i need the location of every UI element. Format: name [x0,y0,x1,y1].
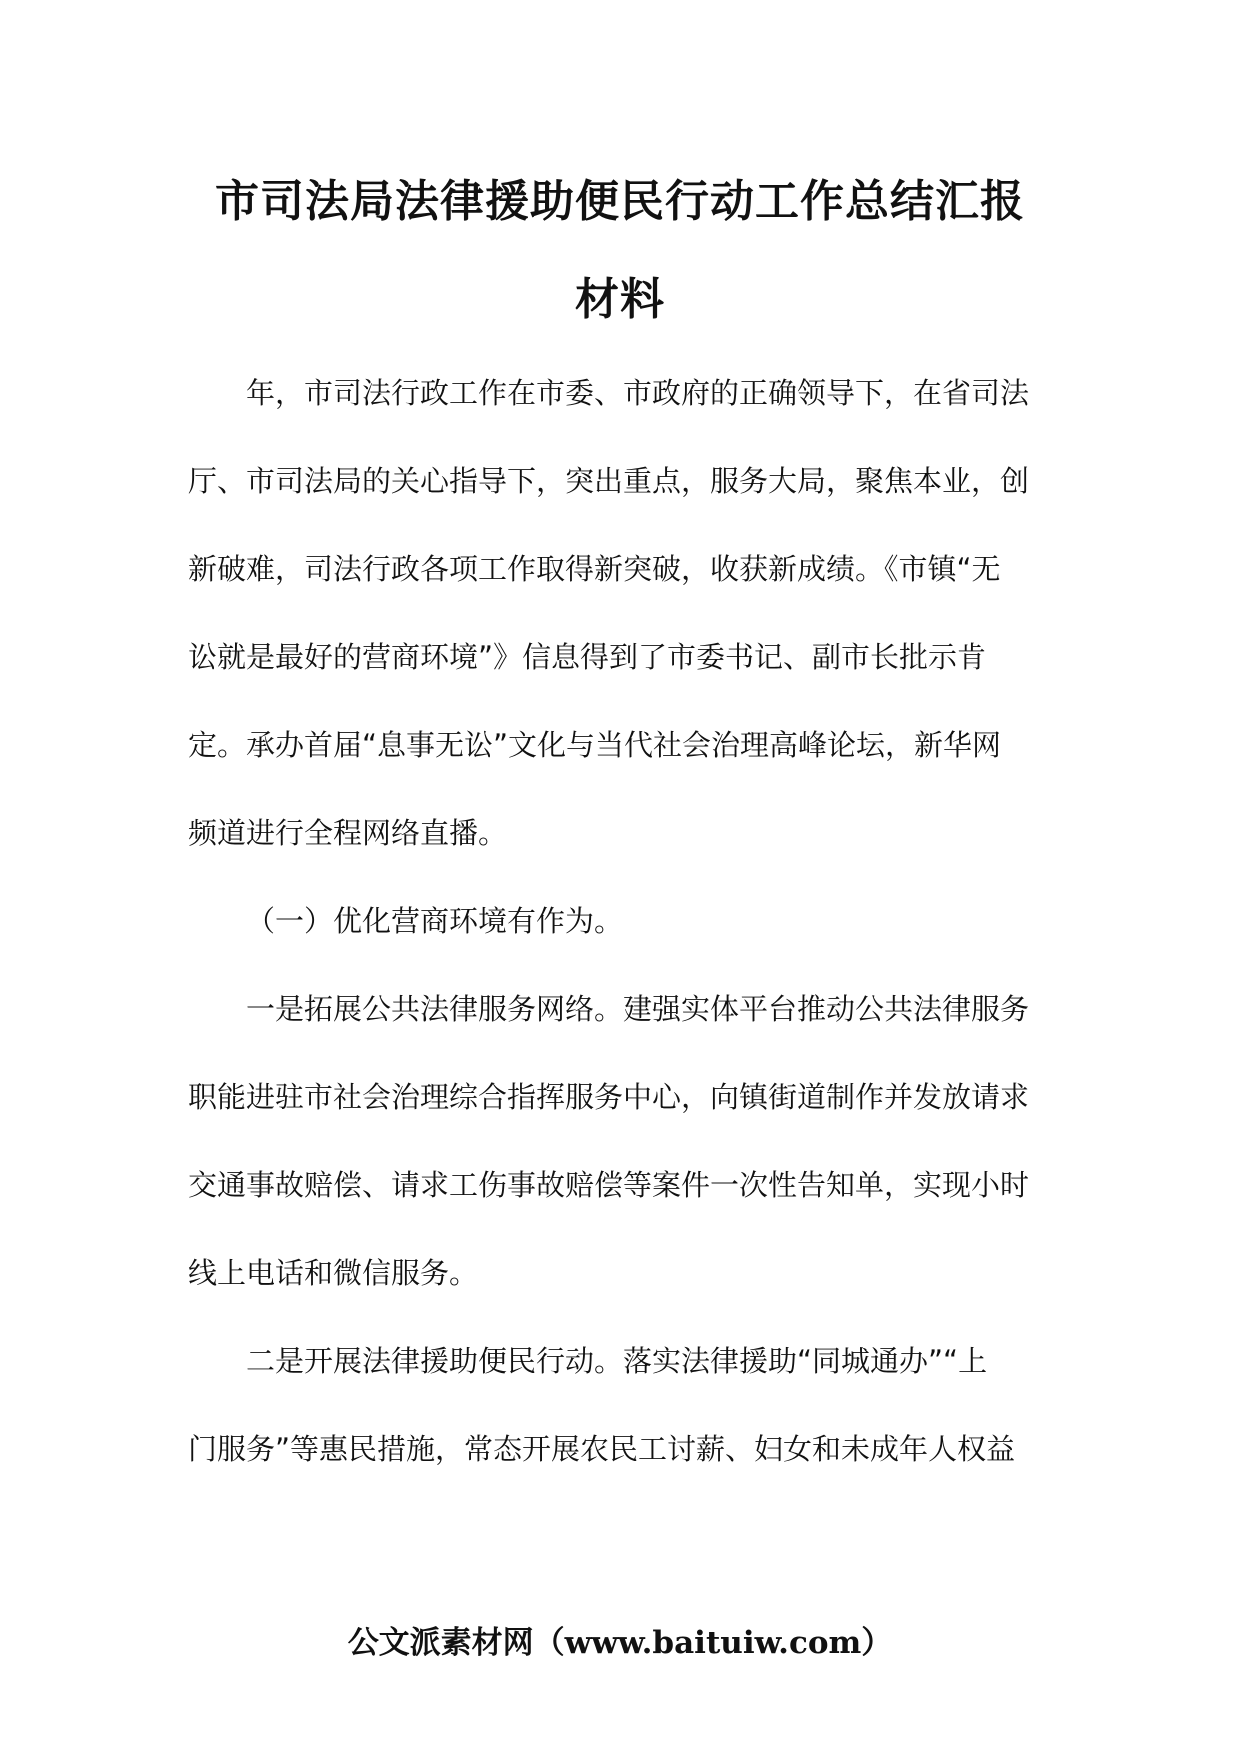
paragraph-3-line-1: 二是开展法律援助便民行动。落实法律援助“同城通办”“上 [246,1344,988,1378]
paragraph-1-line-2: 厅、市司法局的关心指导下，突出重点，服务大局，聚焦本业，创 [188,464,1030,498]
paragraph-1-line-4: 讼就是最好的营商环境”》信息得到了市委书记、副市长批示肯 [188,640,987,674]
paragraph-2-line-4: 线上电话和微信服务。 [188,1256,479,1290]
paragraph-1-line-6: 频道进行全程网络直播。 [188,816,508,850]
paragraph-2-line-3: 交通事故赔偿、请求工伤事故赔偿等案件一次性告知单，实现小时 [188,1168,1030,1202]
document-title-line-2: 材料 [575,274,665,325]
document-title-line-1: 市司法局法律援助便民行动工作总结汇报 [215,176,1025,227]
paragraph-1-line-3: 新破难，司法行政各项工作取得新突破，收获新成绩。《市镇“无 [188,552,1001,586]
section-heading: （一）优化营商环境有作为。 [246,904,624,938]
paragraph-2-line-2: 职能进驻市社会治理综合指挥服务中心，向镇街道制作并发放请求 [188,1080,1030,1114]
paragraph-1-line-5: 定。承办首届“息事无讼”文化与当代社会治理高峰论坛，新华网 [188,728,1002,762]
paragraph-3-line-2: 门服务”等惠民措施，常态开展农民工讨薪、妇女和未成年人权益 [188,1432,1016,1466]
footer-watermark: 公文派素材网（www.baituiw.com） [347,1625,893,1661]
paragraph-2-line-1: 一是拓展公共法律服务网络。建强实体平台推动公共法律服务 [246,992,1030,1026]
paragraph-1-line-1: 年，市司法行政工作在市委、市政府的正确领导下，在省司法 [246,376,1030,410]
